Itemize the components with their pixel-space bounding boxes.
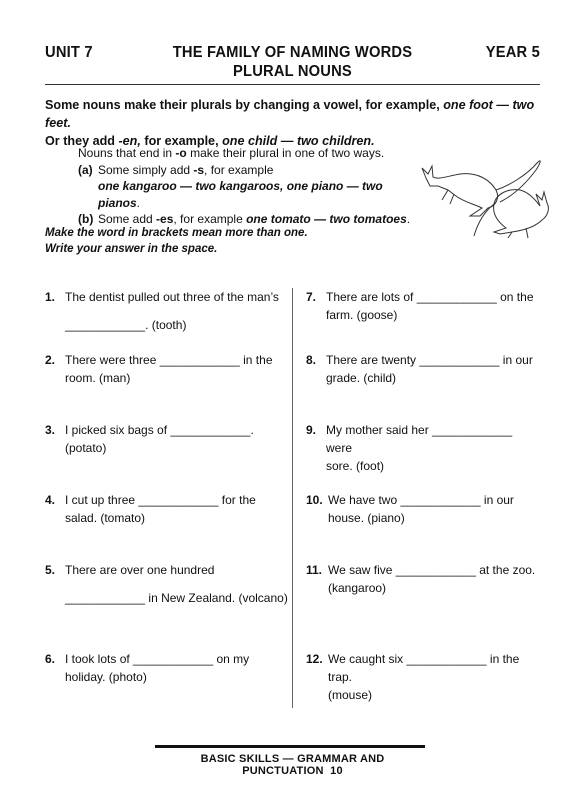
question-text: grade. (child) <box>326 371 397 385</box>
answer-blank-line[interactable]: ____________ in New Zealand. (volcano) <box>65 591 288 605</box>
rule-a-label: (a) <box>78 162 93 177</box>
kangaroo-illustration <box>408 146 558 238</box>
note-rule-b: (b) Some add -es, for example one tomato — two tomatoes. <box>78 212 411 226</box>
intro-text: Some nouns make their plurals by changing a vowel, for example, <box>45 98 444 112</box>
question-number: 9. <box>306 423 317 437</box>
intro-example: one child — two children. <box>222 134 375 148</box>
question-number: 5. <box>45 563 56 577</box>
question-number: 11. <box>306 563 323 577</box>
question-text[interactable]: There are twenty ____________ in our <box>326 353 533 367</box>
footer-divider <box>155 745 425 748</box>
question-text: (kangaroo) <box>328 581 387 595</box>
column-divider <box>292 288 293 708</box>
question-text: There are over one hundred <box>65 563 215 577</box>
question-number: 8. <box>306 353 317 367</box>
question-text[interactable]: We saw five ____________ at the zoo. <box>328 563 536 577</box>
page-header <box>45 44 540 88</box>
question-number: 10. <box>306 493 323 507</box>
question-text[interactable]: We caught six ____________ in the trap. <box>328 652 520 684</box>
instructions <box>45 225 365 257</box>
question-text[interactable]: I took lots of ____________ on my <box>65 652 250 666</box>
page-footer <box>150 753 435 777</box>
question-text: room. (man) <box>65 371 131 385</box>
question-text: (potato) <box>65 441 107 455</box>
question-number: 3. <box>45 423 56 437</box>
page-title: THE FAMILY OF NAMING WORDS <box>172 44 413 61</box>
question-text[interactable]: There were three ____________ in the <box>65 353 273 367</box>
unit-label: UNIT 7 <box>45 44 93 61</box>
question-text[interactable]: I picked six bags of ____________. <box>65 423 254 437</box>
instruction-line: Make the word in brackets mean more than one. <box>45 227 308 239</box>
question-text: The dentist pulled out three of the man’s <box>65 290 279 304</box>
intro-text: for example, <box>140 134 223 148</box>
footer-title: BASIC SKILLS — GRAMMAR AND PUNCTUATION <box>200 753 385 777</box>
question-text[interactable]: My mother said her ____________ were <box>326 423 513 455</box>
question-text: farm. (goose) <box>326 308 398 322</box>
question-number: 2. <box>45 353 56 367</box>
question-text: sore. (foot) <box>326 459 385 473</box>
rule-b-label: (b) <box>78 212 94 226</box>
instruction-line: Write your answer in the space. <box>45 243 218 255</box>
question-text[interactable]: There are lots of ____________ on the <box>326 290 534 304</box>
question-text[interactable]: I cut up three ____________ for the <box>65 493 256 507</box>
intro-text: Or they add <box>45 134 119 148</box>
question-number: 1. <box>45 290 56 304</box>
question-text: house. (piano) <box>328 511 405 525</box>
rule-a-example: one kangaroo — two kangaroos, one piano — two pianos <box>98 179 383 210</box>
question-number: 4. <box>45 493 56 507</box>
question-number: 12. <box>306 652 323 666</box>
question-text[interactable]: We have two ____________ in our <box>328 493 514 507</box>
page-subtitle: PLURAL NOUNS <box>233 63 352 80</box>
header-divider <box>45 84 540 85</box>
intro-suffix: -en, <box>118 134 141 148</box>
question-number: 7. <box>306 290 317 304</box>
question-text: salad. (tomato) <box>65 511 146 525</box>
rule-b-example: one tomato — two tomatoes <box>246 212 407 226</box>
year-label: YEAR 5 <box>485 44 540 61</box>
intro-paragraph <box>45 96 545 150</box>
question-number: 6. <box>45 652 56 666</box>
question-text: (mouse) <box>328 688 373 702</box>
note-rule-a: (a) Some simply add -s, for example one kangaroo — two kangaroos, one piano — two pianos. <box>78 162 383 210</box>
question-text: holiday. (photo) <box>65 670 147 684</box>
rule-note <box>78 145 418 228</box>
intro-example: one foot — two feet. <box>45 98 535 130</box>
answer-blank-line[interactable]: ____________. (tooth) <box>65 318 187 332</box>
note-lead: Nouns that end in -o make their plural in one of two ways. <box>78 146 385 160</box>
page-number: 10 <box>330 765 343 777</box>
